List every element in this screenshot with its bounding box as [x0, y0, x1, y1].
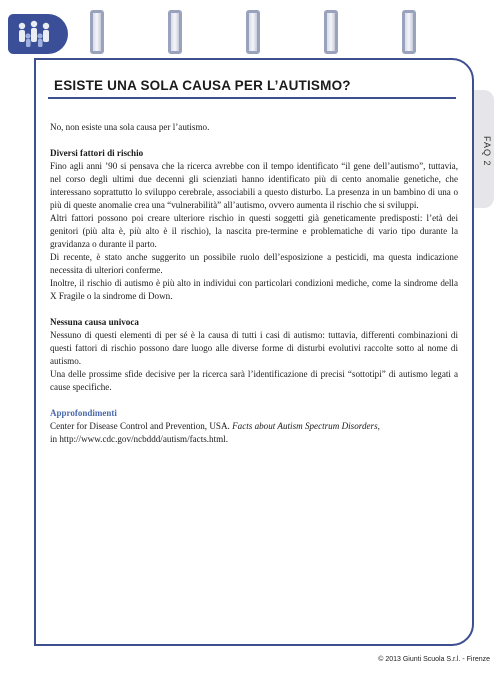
lead-paragraph: No, non esiste una sola causa per l’autismo.: [50, 122, 210, 132]
reference-entry: [50, 420, 458, 433]
paragraph: Altri fattori possono poi creare ulteriore rischio in questi soggetti già geneticamente predisposti: l’età dei genitori (più alta è, più alto è il rischio), la nascita pre-termine e problematiche di vario tipo durante la gravidanza o durante il parto.: [50, 213, 458, 249]
side-tab-label: FAQ 2: [482, 135, 492, 167]
paragraph: Di recente, è stato anche suggerito un possibile ruolo dell’esposizione a pesticidi, ma questa indicazione necessita di ulteriori conferme.: [50, 252, 458, 275]
paragraph: Nessuno di questi elementi di per sé è la causa di tutti i casi di autismo: tuttavia, differenti combinazioni di questi fattori di rischio possono dare luogo alle diverse forme di disturbi evolutivi raccolte sotto al nome di autismo.: [50, 330, 458, 366]
copyright-footer: © 2013 Giunti Scuola S.r.l. - Firenze: [378, 656, 490, 663]
paragraph: Fino agli anni ’90 si pensava che la ricerca avrebbe con il tempo identificato “il gene dell’autismo”, tuttavia, nel corso degli ultimi due decenni gli scienziati hanno identificato più di cento anomalie genetiche, che interessano soprattutto lo sviluppo cerebrale, associabili a questo disturbo. La presenza in un bambino di una o più di queste anomalie crea una “vulnerabilità” all’autismo, ovvero aumenta il rischio che si sviluppi.: [50, 161, 458, 210]
section-heading-no-single-cause: Nessuna causa univoca: [50, 317, 139, 327]
page-title: ESISTE UNA SOLA CAUSA PER L’AUTISMO?: [54, 78, 351, 93]
binder-ring: [402, 10, 416, 54]
reference-url[interactable]: in http://www.cdc.gov/ncbddd/autism/facts.html.: [50, 434, 228, 444]
title-divider: [48, 97, 456, 99]
paragraph: Una delle prossime sfide decisive per la ricerca sarà l’identificazione di precisi “sottotipi” di autismo legati a cause specifiche.: [50, 369, 458, 392]
references-heading: Approfondimenti: [50, 408, 117, 418]
binder-ring: [90, 10, 104, 54]
reference-source: Center for Disease Control and Prevention, USA.: [50, 421, 230, 431]
binder-ring: [246, 10, 260, 54]
references: [50, 407, 458, 446]
paragraph: Inoltre, il rischio di autismo è più alto in individui con particolari condizioni mediche, come la sindrome della X Fragile o la sindrome di Down.: [50, 278, 458, 301]
reference-title: Facts about Autism Spectrum Disorders,: [232, 421, 380, 431]
article-body: [50, 121, 458, 446]
binder-ring: [168, 10, 182, 54]
people-group-logo-icon: [8, 14, 68, 54]
binder-ring: [324, 10, 338, 54]
section-heading-risk-factors: Diversi fattori di rischio: [50, 148, 144, 158]
